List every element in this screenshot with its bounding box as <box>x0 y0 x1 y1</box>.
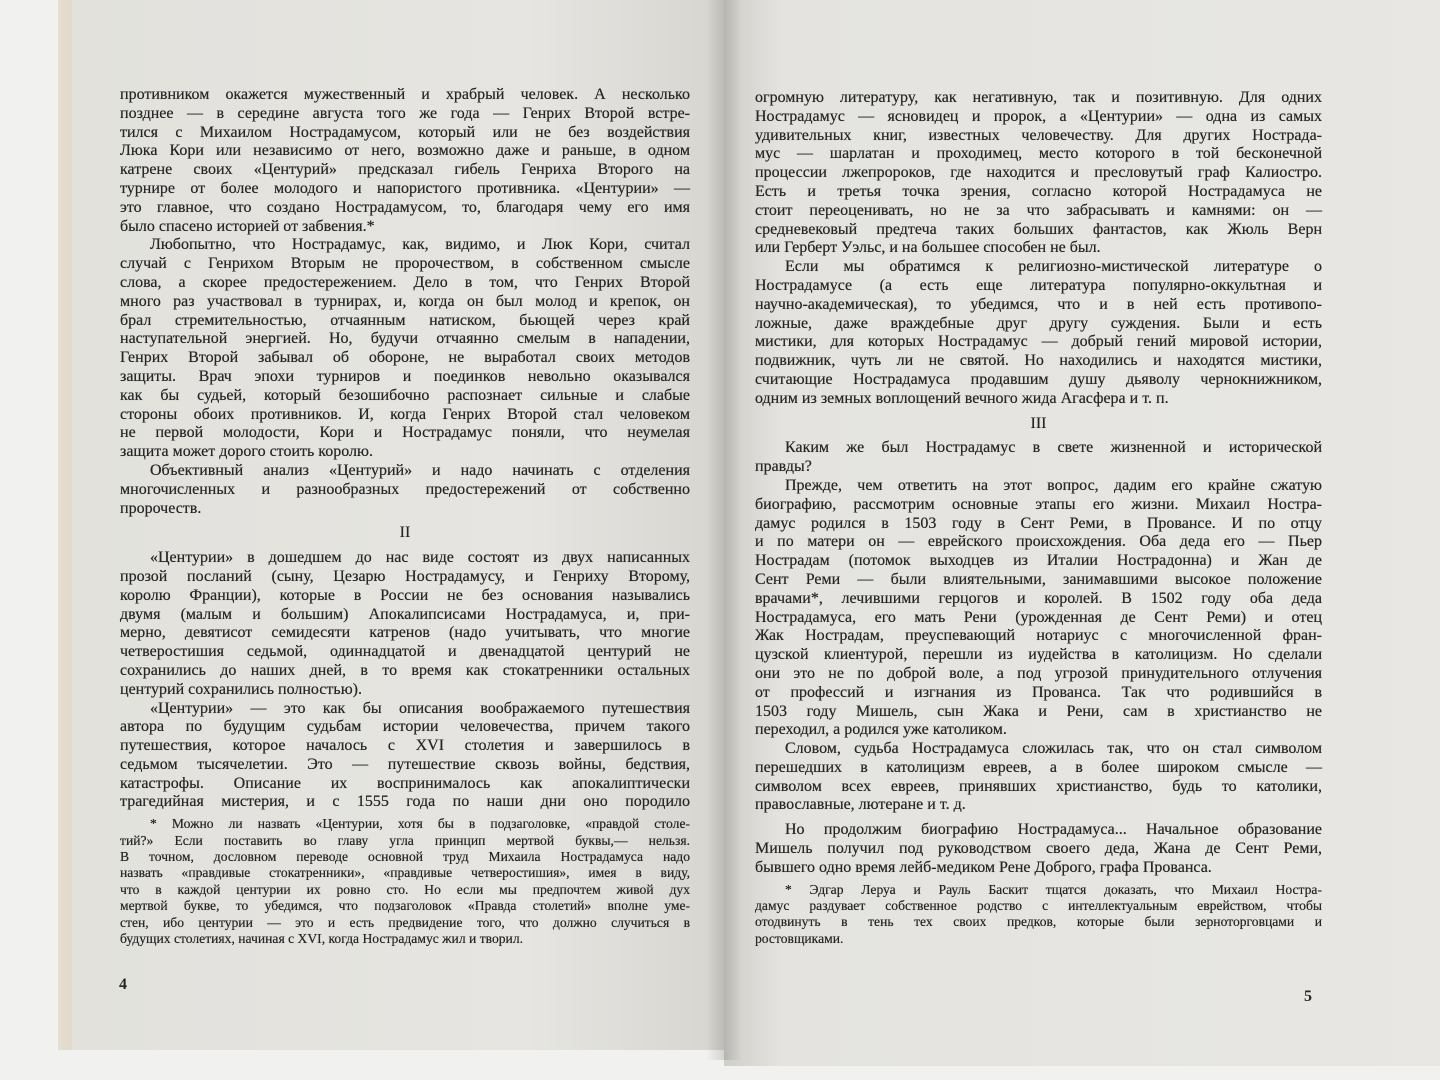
text-line: мус — шарлатан и проходимец, место которого в той бесконечной <box>755 145 1322 163</box>
text-line: это главное, что создано Нострадамусом, то, благодаря чему его имя <box>120 198 690 216</box>
section-heading: III <box>1030 414 1047 432</box>
text-line: не первой молодости, Кори и Нострадамус поняли, что неумелая <box>120 424 690 442</box>
text-line: много раз участвовал в турнирах, и, когда он был молод и крепок, он <box>120 292 690 310</box>
paragraph <box>755 89 1322 258</box>
text-line: Каким же был Нострадамус в свете жизненной и исторической <box>785 439 1322 457</box>
text-line: прозой посланий (сыну, Цезарю Нострадамусу, и Генриху Второму, <box>120 567 690 585</box>
text-line: пророчеств. <box>120 499 202 517</box>
text-line: автора по будущим судьбам истории человечества, причем такого <box>120 718 690 736</box>
text-line: научно-академическая), то убедимся, что и в ней есть противопо- <box>755 295 1322 313</box>
text-line: защиты. Врач эпохи турниров и поединков невольно оказывался <box>120 367 690 385</box>
text-line: одним из земных воплощений вечного жида Агасфера и т. п. <box>755 389 1169 407</box>
text-line: наступательной энергией. Но, будучи отчаянно смелым в нападении, <box>120 330 690 348</box>
text-line: «Центурии» в дошедшем до нас виде состоят из двух написанных <box>150 549 690 567</box>
text-line: дамус раздувает собственное родство с интеллектуальным еврейством, чтобы <box>755 898 1322 914</box>
text-line: позднее — в середине августа того же года — Генрих Второй встре- <box>120 104 690 122</box>
text-line: * Эдгар Леруа и Рауль Баскит тщатся доказать, что Михаил Ностра- <box>785 881 1322 897</box>
left-page-text <box>120 86 690 947</box>
text-line: отодвинуть в тень тех своих предков, которые были зерноторговцами и <box>755 914 1322 930</box>
text-line: стоит переоценивать, но не за что забрасывать и камнями: он — <box>755 201 1322 219</box>
text-line: защита может дорого стоить королю. <box>120 443 373 461</box>
text-line: цузской клиентурой, перешли из иудейства в католицизм. Но сделали <box>755 646 1322 664</box>
text-line: Объективный анализ «Центурий» и надо начинать с отделения <box>150 461 690 479</box>
text-line: биографию, рассмотрим основные этапы его жизни. Михаил Ностра- <box>755 495 1322 513</box>
text-line: Любопытно, что Нострадамус, как, видимо, и Люк Кори, считал <box>150 236 690 254</box>
text-line: Нострадамусе (а есть еще литература популярно-оккультная и <box>755 276 1322 294</box>
text-line: стен, ибо центурии — это и есть предвидение того, что должно случиться в <box>120 914 690 930</box>
text-line: Люка Кори или независимо от него, возможно даже и раньше, в одном <box>120 142 690 160</box>
text-line: трагедийная мистерия, и с 1555 года по наши дни оно породило <box>120 793 690 811</box>
text-line: тий?» Если поставить во главу угла принцип мертвой буквы,— нельзя. <box>120 832 690 848</box>
text-line: четверостишия седьмой, одиннадцатой и двенадцатой центурий не <box>120 643 690 661</box>
text-line: тился с Михаилом Нострадамусом, который или не без воздействия <box>120 123 690 141</box>
text-line: бывшего одно время лейб-медиком Рене Доброго, графа Прованса. <box>755 858 1212 876</box>
text-line: «Центурии» — это как бы описания воображаемого путешествия <box>150 699 690 717</box>
text-line: подвижник, чуть ли не святой. Но находились и находятся мистики, <box>755 352 1322 370</box>
text-line: Жак Нострадам, преуспевающий нотариус с многочисленной фран- <box>755 627 1322 645</box>
text-line: Нострадамус — ясновидец и пророк, а «Центурии» — одна из самых <box>755 107 1322 125</box>
page-number-right: 5 <box>1304 988 1312 1005</box>
text-line: переходил, а родился уже католиком. <box>755 721 1007 739</box>
text-line: катрене своих «Центурий» предсказал гибель Генриха Второго на <box>120 161 690 179</box>
text-line: было спасено историей от забвения.* <box>120 217 375 235</box>
text-line: символом всех евреев, принявших христианство, будь то католики, <box>755 777 1322 795</box>
text-line: или Герберт Уэльс, и на большее способен не был. <box>755 239 1101 257</box>
paragraph <box>120 236 690 462</box>
text-line: огромную литературу, как негативную, так и позитивную. Для одних <box>755 89 1322 106</box>
text-line: Мишель получил под руководством своего деда, Жана де Сент Реми, <box>755 840 1322 858</box>
text-line: и по матери он — еврейского происхождения. Оба деда его — Пьер <box>755 533 1322 551</box>
text-line: путешествия, которое началось с XVI столетия и завершилось в <box>120 737 690 755</box>
text-line: Если мы обратимся к религиозно-мистической литературе о <box>785 258 1322 276</box>
text-line: мерно, девятисот семидесяти катренов (надо учитывать, что многие <box>120 624 690 642</box>
text-line: они это не по доброй воле, а под угрозой принудительного отлучения <box>755 664 1322 682</box>
paragraph <box>120 86 690 236</box>
footnote <box>755 882 1322 948</box>
text-line: сохранились до наших дней, в то время как стокатренники остальных <box>120 661 690 679</box>
page-number-left: 4 <box>119 976 127 993</box>
text-line: православные, лютеране и т. д. <box>755 796 966 814</box>
text-line: ростовщиками. <box>755 930 844 946</box>
text-line: катастрофы. Описание их воспринималось как апокалиптически <box>120 774 690 792</box>
paragraph <box>755 477 1322 740</box>
text-line: мистики, для которых Нострадамус — добрый гений мировой истории, <box>755 333 1322 351</box>
text-line: будущих столетиях, начиная с XVI, когда Нострадамус жил и творил. <box>120 931 524 947</box>
text-line: перешедших в католицизм евреев, а в более широком смысле — <box>755 758 1322 776</box>
text-line: случай с Генрихом Вторым не пророчеством, в собственном смысле <box>120 255 690 273</box>
text-line: Нострадам (потомок выходцев из Италии Нострадонна) и Жан де <box>755 552 1322 570</box>
text-line: удивительных книг, известных человечеству. Для других Нострада- <box>755 126 1322 144</box>
right-page-text <box>755 89 1322 947</box>
text-line: ложные, даже враждебные друг другу суждения. Были и есть <box>755 314 1322 332</box>
text-line: * Можно ли назвать «Центурии, хотя бы в подзаголовке, «правдой столе- <box>150 816 690 832</box>
text-line: двумя (малым и большим) Апокалипсисами Нострадамуса, и, при- <box>120 605 690 623</box>
text-line: дамус родился в 1503 году в Сент Реми, в Провансе. И по отцу <box>755 514 1322 532</box>
text-line: 1503 году Мишель, сын Жака и Рени, сам в христианство не <box>755 702 1322 720</box>
paragraph <box>120 462 690 518</box>
text-line: Но продолжим биографию Нострадамуса... Начальное образование <box>785 821 1322 839</box>
text-line: противником окажется мужественный и храбрый человек. А несколько <box>120 86 690 103</box>
text-line: брал стремительностью, отчаянным натиском, бьющей через край <box>120 311 690 329</box>
paragraph <box>120 549 690 699</box>
text-line: турнире от более молодого и напористого противника. «Центурии» — <box>120 179 690 197</box>
text-line: от профессий и изгнания из Прованса. Так что родившийся в <box>755 683 1322 701</box>
paragraph <box>755 258 1322 408</box>
book-gutter <box>706 0 742 1060</box>
paragraph <box>755 439 1322 477</box>
text-line: правды? <box>755 458 812 476</box>
text-line: В точном, дословном переводе основной труд Михаила Нострадамуса надо <box>120 849 690 865</box>
text-line: мертвой букве, то убедимся, что подзаголовок «Правда столетий» вполне уме- <box>120 898 690 914</box>
section-heading: II <box>399 524 411 542</box>
text-line: как бы судьей, который безошибочно распознает сильные и слабые <box>120 386 690 404</box>
footnote <box>120 816 690 947</box>
text-line: стороны обоих противников. И, когда Генрих Второй стал человеком <box>120 405 690 423</box>
paragraph <box>755 821 1322 877</box>
text-line: Есть и третья точка зрения, согласно которой Нострадамуса не <box>755 182 1322 200</box>
text-line: Нострадамуса, его мать Рени (урожденная де Сент Реми) и отец <box>755 608 1322 626</box>
paragraph <box>120 700 690 813</box>
text-line: врачами*, лечившими герцогов и королей. В 1502 году оба деда <box>755 589 1322 607</box>
text-line: процессии лжепророков, где находится и пресловутый граф Калиостро. <box>755 164 1322 182</box>
text-line: Прежде, чем ответить на этот вопрос, дадим его крайне сжатую <box>785 476 1322 494</box>
text-line: Сент Реми — были влиятельными, занимавшими высокое положение <box>755 570 1322 588</box>
text-line: Словом, судьба Нострадамуса сложилась так, что он стал символом <box>785 740 1322 758</box>
text-line: назвать «правдивые стокатренники», «правдивые четверостишия», имея в виду, <box>120 865 690 881</box>
text-line: слова, а скорее предостережением. Дело в том, что Генрих Второй <box>120 273 690 291</box>
text-line: Генрих Второй забывал об обороне, не выработал своих методов <box>120 349 690 367</box>
paragraph <box>755 740 1322 815</box>
text-line: считающие Нострадамуса продавшим душу дьяволу чернокнижником, <box>755 370 1322 388</box>
text-line: седьмом тысячелетии. Это — путешествие сквозь войны, бедствия, <box>120 755 690 773</box>
text-line: многочисленных и разнообразных предостережений от собственно <box>120 480 690 498</box>
text-line: средневековый предтеча таких больших фантастов, как Жюль Верн <box>755 220 1322 238</box>
text-line: что в каждой центурии их ровно сто. Но если мы предпочтем живой дух <box>120 881 690 897</box>
text-line: королю Франции), которые в России не без основания назывались <box>120 586 690 604</box>
text-line: центурий сохранились полностью). <box>120 680 362 698</box>
